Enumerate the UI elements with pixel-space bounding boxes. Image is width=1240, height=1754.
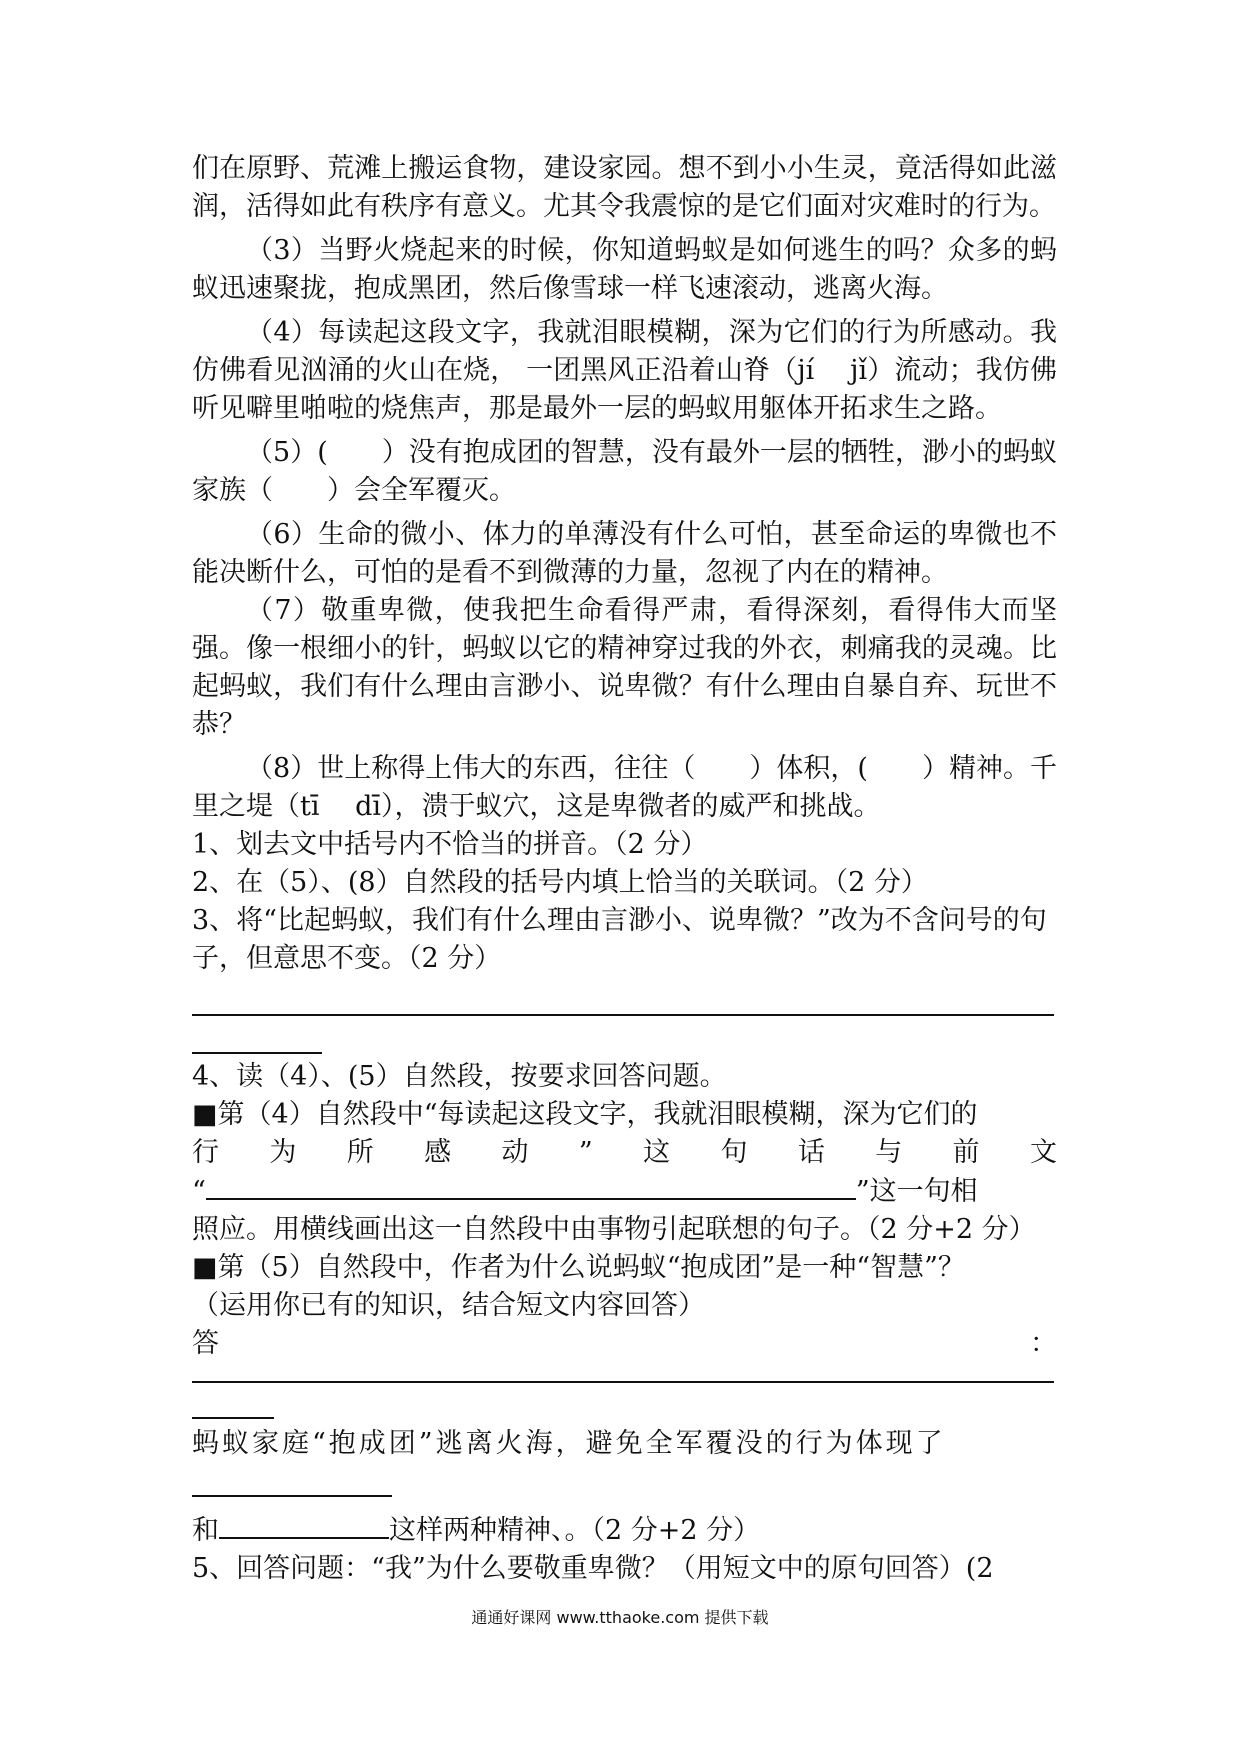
answer-line-q4b[interactable] [192,1381,1054,1383]
fill-blank-quote[interactable] [206,1172,856,1200]
passage-paragraph-4: （4）每读起这段文字，我就泪眼模糊，深为它们的行为所感动。我仿佛看见汹涌的火山在烧， 一团黑风正沿着山脊（jí jǐ）流动；我仿佛听见噼里啪啦的烧焦声，那是最外一层的蚂蚁用躯体开拓求生之路。 [192,317,1057,424]
q4a-char: 前 [952,1137,980,1168]
passage-paragraph-7: （7）敬重卑微，使我把生命看得严肃，看得深刻，看得伟大而坚强。像一根细小的针，蚂蚁以它的精神穿过我的外衣，刺痛我的灵魂。比起蚂蚁，我们有什么理由言渺小、说卑微？有什么理由自暴自弃、玩世不恭？ [192,595,1057,740]
q4a-char: 为 [269,1137,297,1168]
answer-line-q3-continued[interactable] [192,1052,322,1054]
answer-colon: ： [1030,1328,1057,1359]
and-text: 和 [192,1515,219,1546]
passage-paragraph-3: （3）当野火烧起来的时候，你知道蚂蚁是如何逃生的吗？众多的蚂蚁迅速聚拢，抱成黑团，然后像雪球一样飞速滚动，逃离火海。 [192,235,1057,304]
open-quote: “ [192,1176,206,1207]
passage-paragraph-6: （6）生命的微小、体力的单薄没有什么可怕，甚至命运的卑微也不能决断什么，可怕的是看不到微薄的力量，忽视了内在的精神。 [192,519,1057,588]
close-quote-text: ”这一句相 [855,1176,978,1207]
worksheet-page [192,150,1057,1588]
footer-credit: 通通好课网 www.tthaoke.com 提供下载 [471,1608,769,1627]
q4a-char: 句 [720,1137,748,1168]
passage-paragraph-5: （5）( ）没有抱成团的智慧，没有最外一层的牺牲，渺小的蚂蚁家族（ ）会全军覆灭。 [192,437,1057,506]
question-4c-line-2 [192,1511,1057,1550]
q4a-char: 感 [424,1137,452,1168]
question-3: 3、将“比起蚂蚁，我们有什么理由言渺小、说卑微？”改为不含问号的句子，但意思不变。（2 分） [192,905,1047,974]
question-4: 4、读（4）、(5）自然段，按要求回答问题。 [192,1061,727,1092]
question-4c-tail: 这样两种精神、。（2 分+2 分） [389,1515,761,1546]
question-4c-line-1: 蚂蚁家庭“抱成团”逃离火海，避免全军覆没的行为体现了 [192,1428,946,1459]
q4a-char: 所 [346,1137,374,1168]
question-4a-line-1: ■第（4）自然段中“每读起这段文字，我就泪眼模糊，深为它们的 [192,1099,978,1130]
fill-blank-spirit-1[interactable] [192,1495,392,1497]
q4a-char: 文 [1029,1137,1057,1168]
question-4b-line-1: ■第（5）自然段中，作者为什么说蚂蚁“抱成团”是一种“智慧”？ [192,1252,965,1283]
q4a-char: ” [578,1137,593,1168]
answer-line-q3[interactable] [192,1014,1054,1016]
question-5: 5、回答问题：“我”为什么要敬重卑微？（用短文中的原句回答）(2 [192,1553,994,1584]
q4a-char: 话 [797,1137,825,1168]
question-4a-line-2 [192,1134,1057,1172]
q4a-char: 行 [192,1137,219,1168]
answer-line-q4b-continued[interactable] [192,1417,274,1419]
question-2: 2、在（5）、(8）自然段的括号内填上恰当的关联词。（2 分） [192,867,928,898]
fill-blank-spirit-2[interactable] [219,1511,389,1539]
passage-paragraph-2-tail: 们在原野、荒滩上搬运食物，建设家园。想不到小小生灵，竟活得如此滋润，活得如此有秩序有意义。尤其令我震惊的是它们面对灾难时的行为。 [192,153,1057,222]
q4a-char: 动 [501,1137,529,1168]
question-1: 1、划去文中括号内不恰当的拼音。（2 分） [192,829,708,860]
question-4b-line-2: （运用你已有的知识，结合短文内容回答） [192,1290,705,1321]
question-4a-line-3 [192,1172,1057,1211]
answer-label: 答 [192,1328,219,1359]
q4a-char: 与 [875,1137,903,1168]
question-4a-line-4: 照应。用横线画出这一自然段中由事物引起联想的句子。（2 分+2 分） [192,1214,1036,1245]
answer-label-row [192,1325,1057,1363]
q4a-char: 这 [643,1137,671,1168]
passage-paragraph-8: （8）世上称得上伟大的东西，往往（ ）体积，( ）精神。千里之堤（tī dī），溃于蚁穴，这是卑微者的威严和挑战。 [192,753,1057,822]
